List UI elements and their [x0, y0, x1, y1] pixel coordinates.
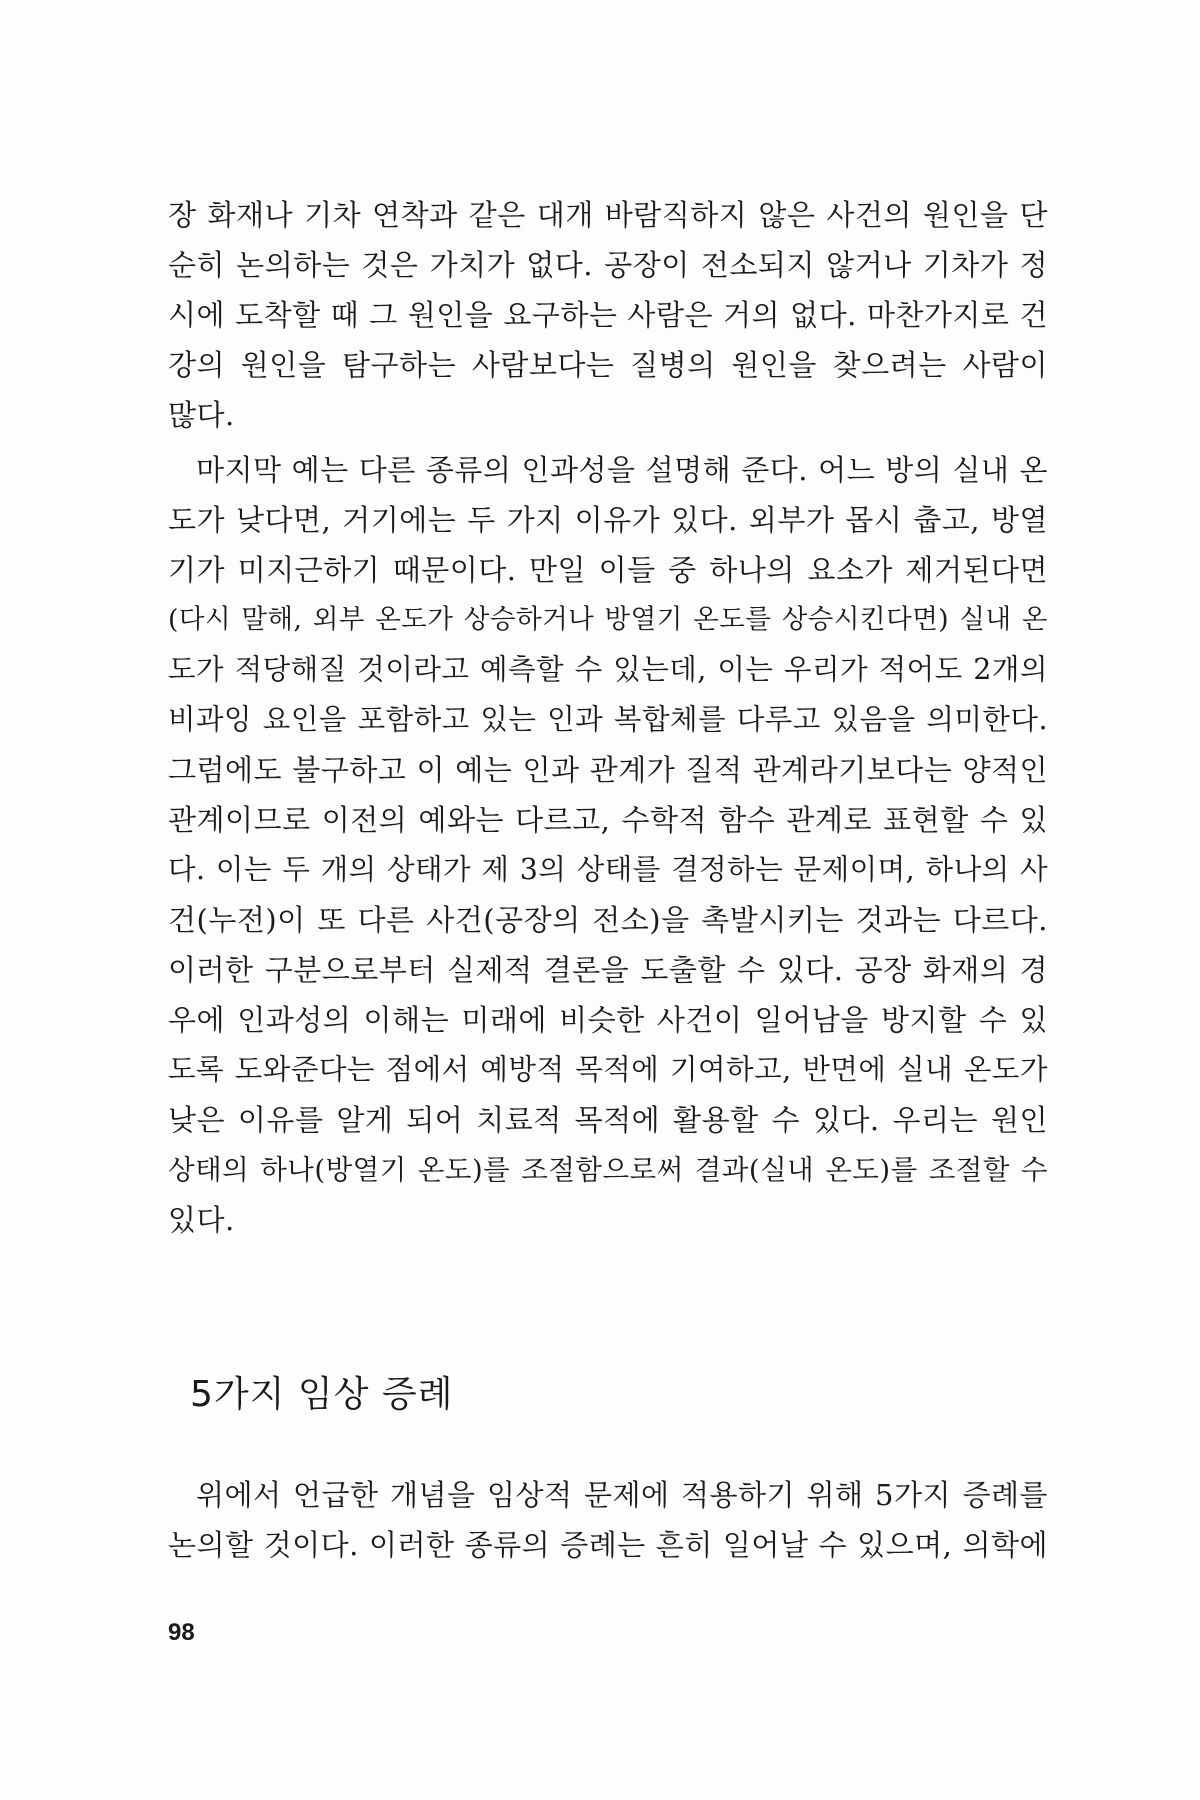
text-line: 건(누전)이 또 다른 사건(공장의 전소)을 촉발시키는 것과는 다르다.	[168, 903, 1048, 937]
text-line: 위에서 언급한 개념을 임상적 문제에 적용하기 위해 5가지 증례를	[196, 1478, 1048, 1512]
text-line: 낮은 이유를 알게 되어 치료적 목적에 활용할 수 있다. 우리는 원인	[168, 1103, 1048, 1137]
text-line: 논의할 것이다. 이러한 종류의 증례는 흔히 일어날 수 있으며, 의학에	[168, 1528, 1048, 1562]
paragraph-clinical-cases-intro	[168, 1470, 1048, 1570]
text-line: 관계이므로 이전의 예와는 다르고, 수학적 함수 관계로 표현할 수 있	[168, 803, 1048, 837]
text-line: 마지막 예는 다른 종류의 인과성을 설명해 준다. 어느 방의 실내 온	[196, 453, 1048, 487]
text-line: 기가 미지근하기 때문이다. 만일 이들 중 하나의 요소가 제거된다면	[168, 553, 1048, 587]
text-line: 도가 적당해질 것이라고 예측할 수 있는데, 이는 우리가 적어도 2개의	[168, 653, 1048, 686]
text-line: (다시 말해, 외부 온도가 상승하거나 방열기 온도를 상승시킨다면) 실내 온	[168, 604, 1048, 635]
text-line: 이러한 구분으로부터 실제적 결론을 도출할 수 있다. 공장 화재의 경	[168, 953, 1048, 987]
text-line: 강의 원인을 탐구하는 사람보다는 질병의 원인을 찾으려는 사람이	[168, 348, 1048, 382]
paragraph-causality-intro	[168, 190, 1048, 440]
text-line: 도가 낮다면, 거기에는 두 가지 이유가 있다. 외부가 몹시 춥고, 방열	[168, 503, 1048, 537]
text-line: 우에 인과성의 이해는 미래에 비슷한 사건이 일어남을 방지할 수 있	[168, 1003, 1048, 1037]
text-line: 많다.	[168, 398, 235, 432]
paragraph-room-temperature-example	[168, 445, 1048, 1245]
text-line: 장 화재나 기차 연착과 같은 대개 바람직하지 않은 사건의 원인을 단	[168, 198, 1048, 232]
text-line: 순히 논의하는 것은 가치가 없다. 공장이 전소되지 않거나 기차가 정	[168, 248, 1048, 282]
section-heading: 5가지 임상 증례	[190, 1374, 454, 1415]
text-line: 비과잉 요인을 포함하고 있는 인과 복합체를 다루고 있음을 의미한다.	[168, 703, 1048, 736]
page-number: 98	[168, 1619, 195, 1646]
text-line: 도록 도와준다는 점에서 예방적 목적에 기여하고, 반면에 실내 온도가	[168, 1053, 1048, 1086]
text-line: 시에 도착할 때 그 원인을 요구하는 사람은 거의 없다. 마찬가지로 건	[168, 298, 1048, 332]
text-line: 다. 이는 두 개의 상태가 제 3의 상태를 결정하는 문제이며, 하나의 사	[168, 853, 1048, 886]
text-line: 상태의 하나(방열기 온도)를 조절함으로써 결과(실내 온도)를 조절할 수	[168, 1154, 1048, 1186]
text-line: 그럼에도 불구하고 이 예는 인과 관계가 질적 관계라기보다는 양적인	[168, 753, 1048, 787]
text-line: 있다.	[168, 1203, 235, 1237]
